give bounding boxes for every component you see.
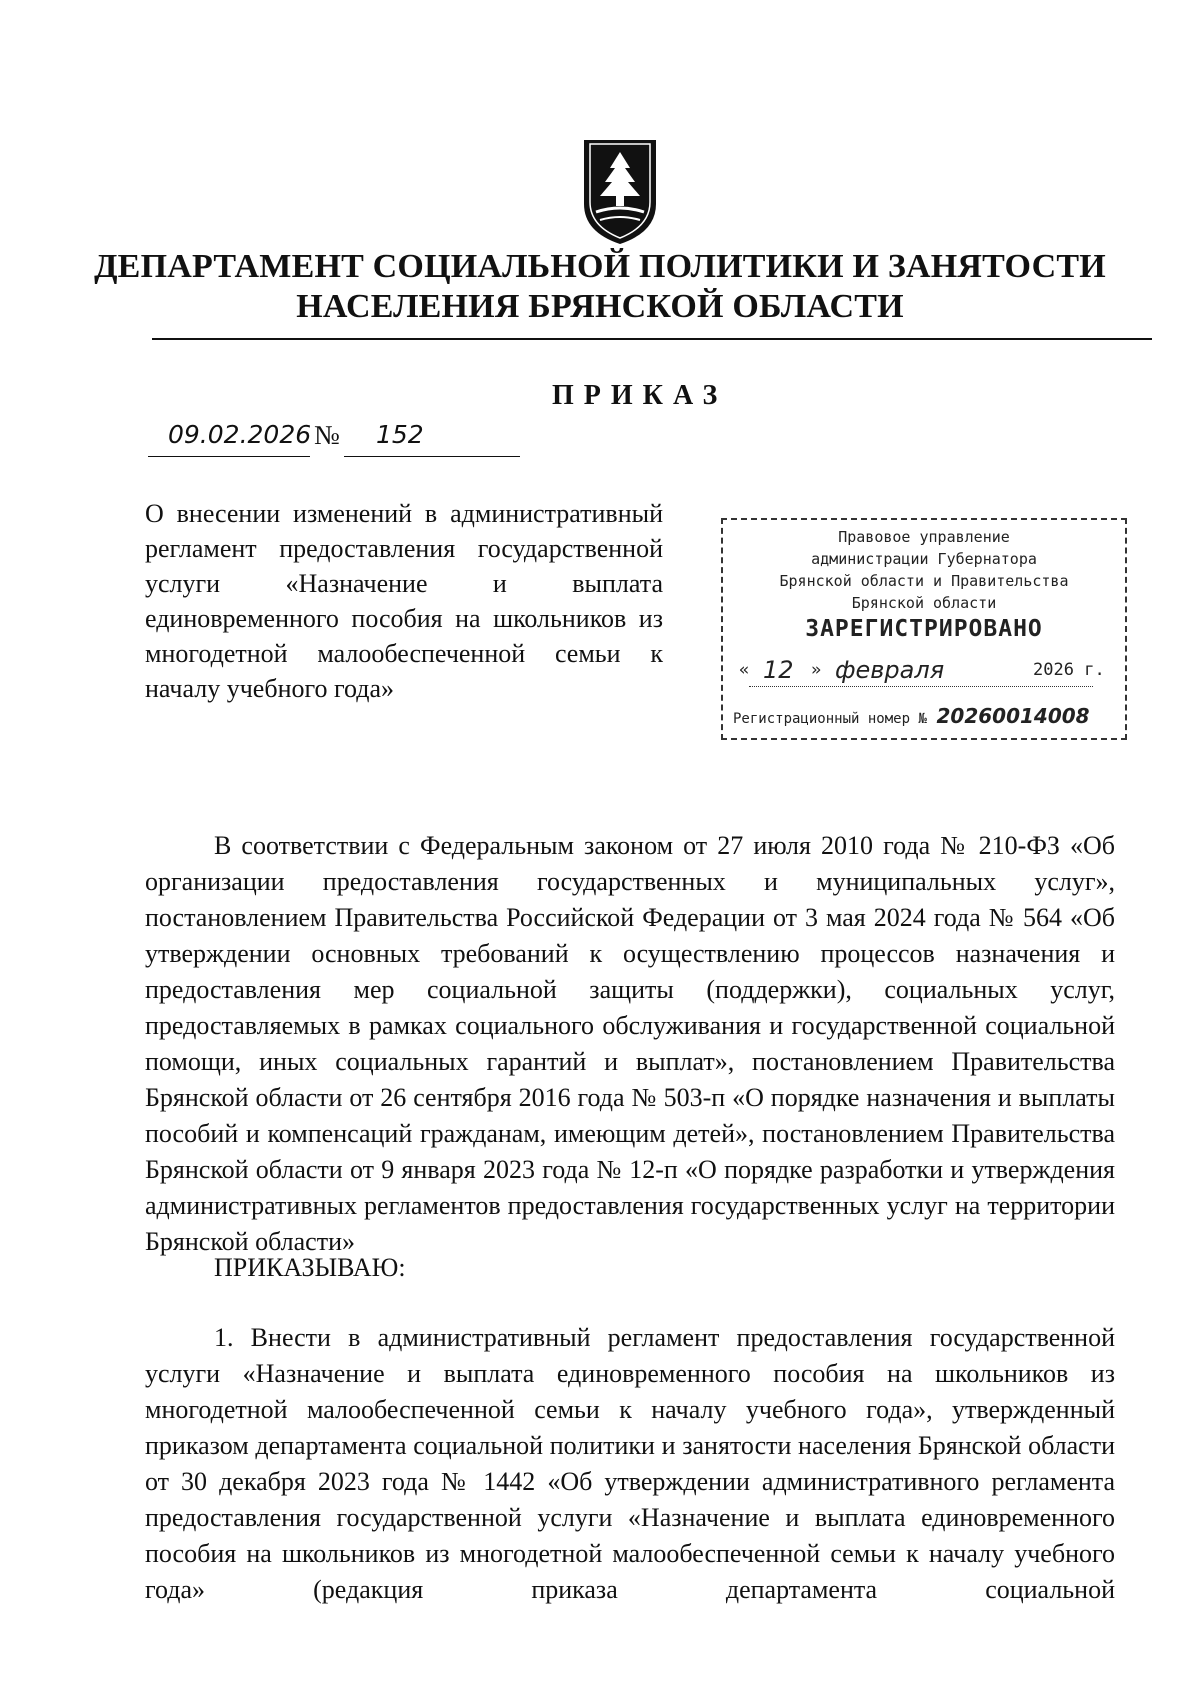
date-underline xyxy=(148,456,310,457)
item-1-paragraph: 1. Внести в административный регламент предоставления государственной услуги «Назначение и выплата единовременного пособия на школьников из многодетной малообеспеченной семьи к началу учебного года», утвержденный приказом департамента социальной политики и занятости населения Брянской области от 30 декабря 2023 года № 1442 «Об утверждении административного регламента предоставления государственной услуги «Назначение и выплата единовременного пособия на школьников из многодетной малообеспеченной семьи к началу учебного года» (редакция приказа департамента социальной xyxy=(145,1323,1115,1604)
stamp-date: « 12 » февраля 2026 г. xyxy=(735,656,1115,692)
stamp-month: февраля xyxy=(835,656,945,684)
document-number: 152 xyxy=(376,420,424,449)
stamp-year: 2026 xyxy=(1033,660,1074,680)
stamp-line: Правовое управление xyxy=(838,528,1010,546)
document-subject: О внесении изменений в административный регламент предоставления государственной услуги «Назначение и выплата единовременного пособия на школьников из многодетной малообеспеченной семьи к началу учебного года» xyxy=(145,499,663,703)
organization-name-line2: НАСЕЛЕНИЯ БРЯНСКОЙ ОБЛАСТИ xyxy=(296,288,904,325)
stamp-reg-label: Регистрационный номер № xyxy=(733,711,927,727)
document-title: ПРИКАЗ xyxy=(552,380,728,411)
stamp-reg-number: 20260014008 xyxy=(936,704,1090,728)
document-date: 09.02.2026 xyxy=(168,420,312,449)
order-word: ПРИКАЗЫВАЮ: xyxy=(214,1253,406,1282)
coat-of-arms-icon xyxy=(578,136,662,248)
stamp-status: ЗАРЕГИСТРИРОВАНО xyxy=(805,616,1043,642)
stamp-registration xyxy=(733,704,1119,732)
header-divider xyxy=(152,338,1152,340)
stamp-line: Брянской области и Правительства xyxy=(779,572,1069,590)
date-number-line xyxy=(148,420,520,456)
stamp-year-suffix: г. xyxy=(1084,660,1105,680)
stamp-day: 12 xyxy=(763,656,794,684)
preamble-paragraph: В соответствии с Федеральным законом от 27 июля 2010 года № 210-ФЗ «Об организации предоставления государственных и муниципальных услуг», постановлением Правительства Российской Федерации от 3 мая 2024 года № 564 «Об утверждении основных требований к осуществлению процессов назначения и предоставления мер социальной защиты (поддержки), социальных услуг, предоставляемых в рамках социального обслуживания и государственной социальной помощи, иных социальных гарантий и выплат», постановлением Правительства Брянской области от 26 сентября 2016 года № 503-п «О порядке назначения и выплаты пособий и компенсаций гражданам, имеющим детей», постановлением Правительства Брянской области от 9 января 2023 года № 12-п «О порядке разработки и утверждения административных регламентов предоставления государственных услуг на территории Брянской области» xyxy=(145,831,1115,1256)
stamp-line: администрации Губернатора xyxy=(811,550,1037,568)
stamp-line: Брянской области xyxy=(851,594,997,612)
registration-stamp xyxy=(721,518,1127,740)
number-label: № xyxy=(314,420,340,450)
number-underline xyxy=(344,456,520,457)
organization-name-line1: ДЕПАРТАМЕНТ СОЦИАЛЬНОЙ ПОЛИТИКИ И ЗАНЯТОСТИ xyxy=(94,248,1106,285)
